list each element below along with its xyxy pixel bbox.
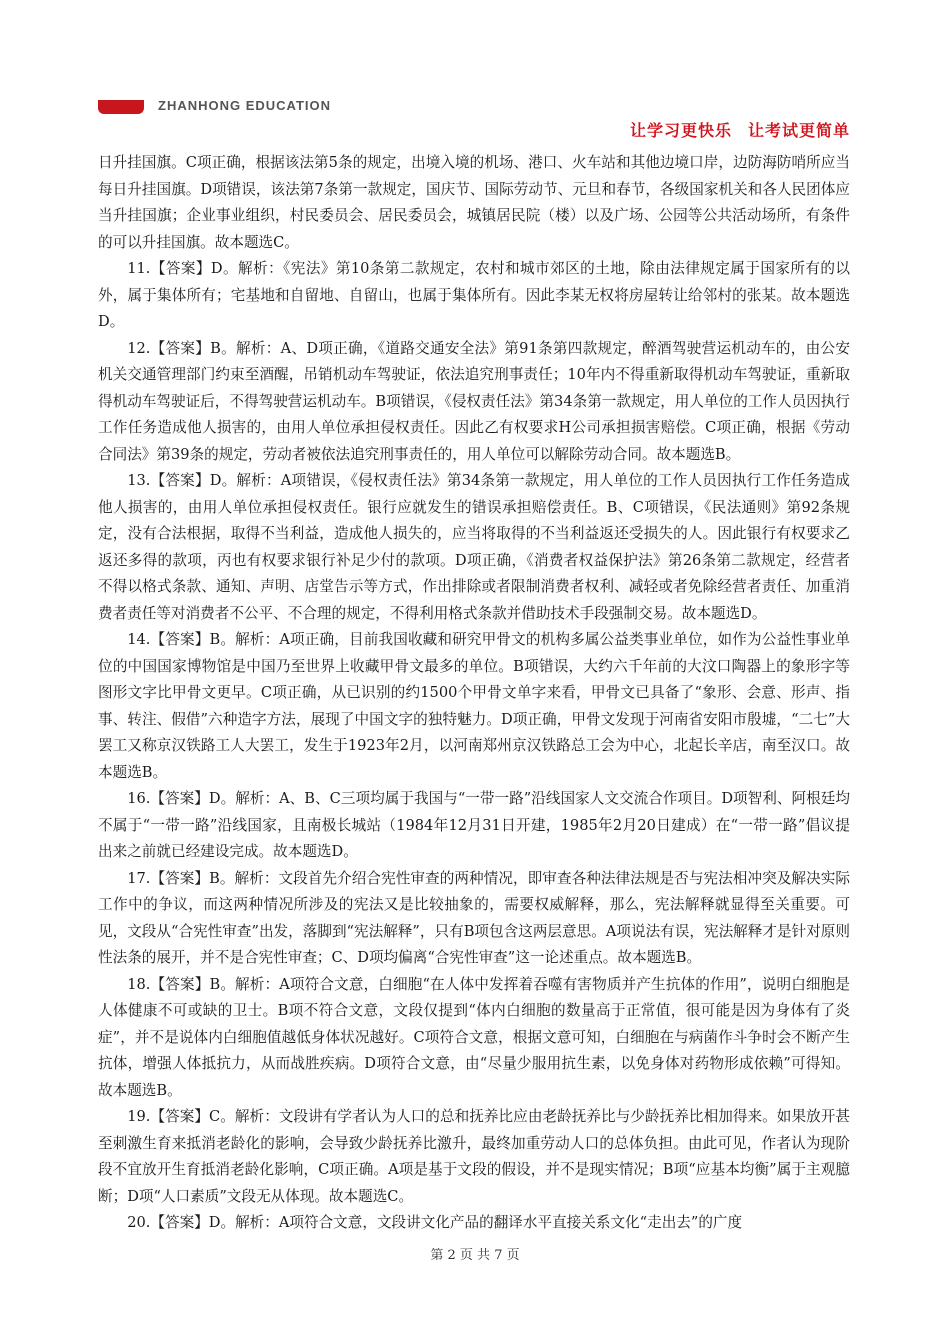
answer-17: 17.【答案】B。解析：文段首先介绍合宪性审查的两种情况，即审查各种法律法规是否与宪法相冲突及解决实际工作中的争议，而这两种情况所涉及的宪法又是比较抽象的，需要权威解释，那么，宪法解释就显得至关重要。可见，文段从“合宪性审查”出发，落脚到“宪法解释”，只有B项包含这两层意思。A项说法有误，宪法解释才是针对原则性法条的展开，并不是合宪性审查；C、D项均偏离“合宪性审查”这一论述重点。故本题选B。 bbox=[98, 869, 850, 966]
answer-13: 13.【答案】D。解析：A项错误，《侵权责任法》第34条第一款规定，用人单位的工作人员因执行工作任务造成他人损害的，由用人单位承担侵权责任。银行应就发生的错误承担赔偿责任。B、C项错误，《民法通则》第92条规定，没有合法根据，取得不当利益，造成他人损失的，应当将取得的不当利益返还受损失的人。因此银行有权要求乙返还多得的款项，丙也有权要求银行补足少付的款项。D项正确，《消费者权益保护法》第26条第二款规定，经营者不得以格式条款、通知、声明、店堂告示等方式，作出排除或者限制消费者权利、减轻或者免除经营者责任、加重消费者责任等对消费者不公平、不合理的规定，不得利用格式条款并借助技术手段强制交易。故本题选D。 bbox=[98, 472, 850, 622]
header-slogan bbox=[630, 118, 850, 141]
answer-20: 20.【答案】D。解析：A项符合文意，文段讲文化产品的翻译水平直接关系文化“走出去”的广度 bbox=[127, 1214, 743, 1231]
answer-16: 16.【答案】D。解析：A、B、C三项均属于我国与“一带一路”沿线国家人文交流合作项目。D项智利、阿根廷均不属于“一带一路”沿线国家，且南极长城站（1984年12月31日开建，1985年2月20日建成）在“一带一路”倡议提出来之前就已经建设完成。故本题选D。 bbox=[98, 790, 850, 860]
paragraph-continuation: 日升挂国旗。C项正确，根据该法第5条的规定，出境入境的机场、港口、火车站和其他边境口岸，边防海防哨所应当每日升挂国旗。D项错误，该法第7条第一款规定，国庆节、国际劳动节、元旦和春节，各级国家机关和各人民团体应当升挂国旗；企业事业组织，村民委员会、居民委员会，城镇居民院（楼）以及广场、公园等公共活动场所，有条件的可以升挂国旗。故本题选C。 bbox=[98, 154, 850, 251]
page-footer: 第 2 页 共 7 页 bbox=[430, 1248, 520, 1263]
slogan-part-1: 让学习更快乐 bbox=[629, 121, 732, 140]
answer-12: 12.【答案】B。解析：A、D项正确，《道路交通安全法》第91条第四款规定，醉酒驾驶营运机动车的，由公安机关交通管理部门约束至酒醒，吊销机动车驾驶证，依法追究刑事责任；10年内不得重新取得机动车驾驶证，重新取得机动车驾驶证后，不得驾驶营运机动车。B项错误，《侵权责任法》第34条第一款规定，用人单位的工作人员因执行工作任务造成他人损害的，由用人单位承担侵权责任。因此乙有权要求H公司承担损害赔偿。C项正确，根据《劳动合同法》第39条的规定，劳动者被依法追究刑事责任的，用人单位可以解除劳动合同。故本题选B。 bbox=[98, 339, 850, 463]
answer-18: 18.【答案】B。解析：A项符合文意，白细胞“在人体中发挥着吞噬有害物质并产生抗体的作用”，说明白细胞是人体健康不可或缺的卫士。B项不符合文意，文段仅提到“体内白细胞的数量高于正常值，很可能是因为身体有了炎症”，并不是说体内白细胞值越低身体状况越好。C项符合文意，根据文意可知，白细胞在与病菌作斗争时会不断产生抗体，增强人体抵抗力，从而战胜疾病。D项符合文意，由“尽量少服用抗生素，以免身体对药物形成依赖”可得知。故本题选B。 bbox=[98, 975, 850, 1099]
slogan-part-2: 让考试更简单 bbox=[747, 121, 850, 140]
answer-14: 14.【答案】B。解析：A项正确，目前我国收藏和研究甲骨文的机构多属公益类事业单位，如作为公益性事业单位的中国国家博物馆是中国乃至世界上收藏甲骨文最多的单位。B项错误，大约六千年前的大汶口陶器上的象形字等图形文字比甲骨文更早。C项正确，从已识别的约1500个甲骨文单字来看，甲骨文已具备了“象形、会意、形声、指事、转注、假借”六种造字方法，展现了中国文字的独特魅力。D项正确，甲骨文发现于河南省安阳市殷墟，“二七”大罢工又称京汉铁路工人大罢工，发生于1923年2月，以河南郑州京汉铁路总工会为中心，北起长辛店，南至汉口。故本题选B。 bbox=[98, 631, 850, 781]
page-header bbox=[0, 0, 950, 150]
answer-11: 11.【答案】D。解析：《宪法》第10条第二款规定，农村和城市郊区的土地，除由法律规定属于国家所有的以外，属于集体所有；宅基地和自留地、自留山，也属于集体所有。因此李某无权将房屋转让给邻村的张某。故本题选D。 bbox=[98, 260, 850, 330]
document-body bbox=[98, 150, 850, 1237]
answer-19: 19.【答案】C。解析：文段讲有学者认为人口的总和抚养比应由老龄抚养比与少龄抚养比相加得来。如果放开甚至刺激生育来抵消老龄化的影响，会导致少龄抚养比激升，最终加重劳动人口的总体负担。由此可见，作者认为现阶段不宜放开生育抵消老龄化影响，C项正确。A项是基于文段的假设，并不是现实情况；B项“应基本均衡”属于主观臆断；D项“人口素质”文段无从体现。故本题选C。 bbox=[98, 1108, 850, 1205]
logo-text: ZHANHONG EDUCATION bbox=[158, 98, 332, 113]
logo-mark bbox=[98, 100, 144, 114]
